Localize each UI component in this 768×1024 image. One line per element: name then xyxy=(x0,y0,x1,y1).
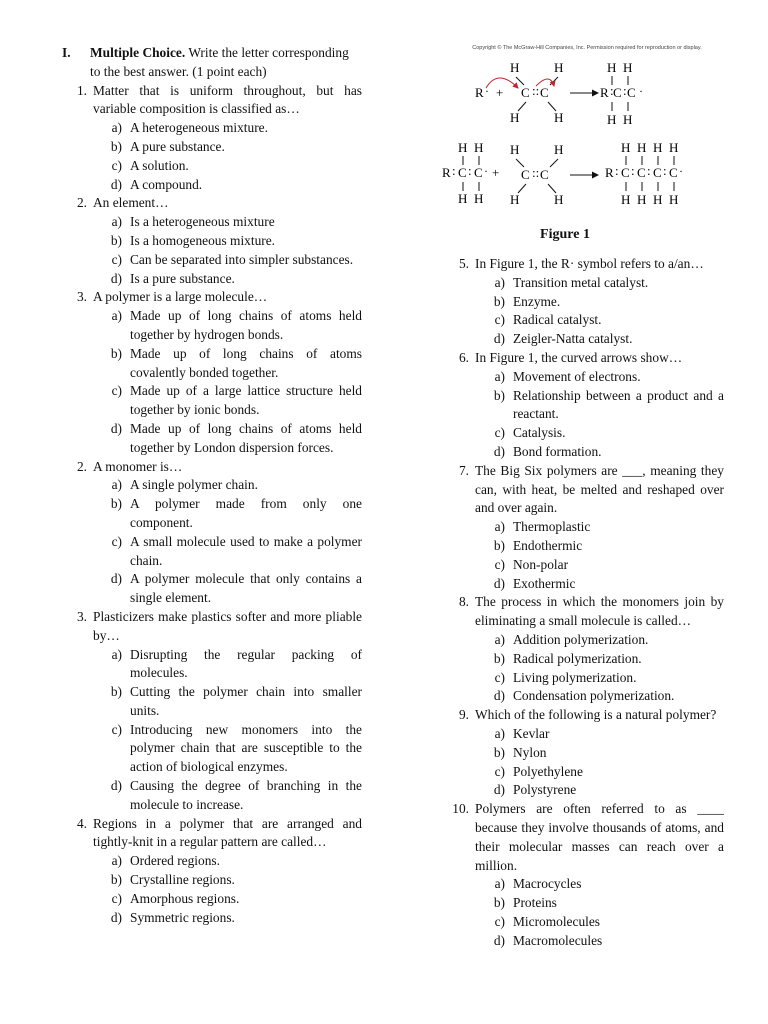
question-number: 3. xyxy=(76,289,87,305)
option-letter: d) xyxy=(493,443,505,459)
option-letter: a) xyxy=(494,876,505,892)
svg-text:R: R xyxy=(442,165,451,180)
question-number: 1. xyxy=(76,82,87,98)
answer-option xyxy=(450,744,724,763)
svg-text:H: H xyxy=(554,60,564,75)
option-letter: c) xyxy=(111,383,122,399)
svg-text:H: H xyxy=(623,60,633,75)
svg-text:H: H xyxy=(458,191,468,206)
option-text: Made up of a large lattice structure held together by ionic bonds. xyxy=(130,383,362,418)
option-text: Polyethylene xyxy=(513,763,583,779)
svg-text::: : xyxy=(610,83,614,98)
option-text: Living polymerization. xyxy=(513,669,637,685)
option-letter: c) xyxy=(494,556,505,572)
option-letter: c) xyxy=(494,763,505,779)
answer-option xyxy=(62,119,362,138)
option-text: Made up of long chains of atoms held together by London dispersion forces. xyxy=(130,420,362,455)
option-letter: a) xyxy=(494,519,505,535)
question-number: 2. xyxy=(76,195,87,211)
answer-option xyxy=(62,683,362,721)
svg-text:C: C xyxy=(521,85,530,100)
option-text: Causing the degree of branching in the molecule to increase. xyxy=(130,778,362,812)
option-letter: b) xyxy=(493,650,505,666)
option-letter: d) xyxy=(493,932,505,948)
option-letter: c) xyxy=(494,669,505,685)
answer-options xyxy=(450,518,724,593)
svg-text:R: R xyxy=(605,165,614,180)
svg-text:R: R xyxy=(475,85,484,100)
option-text: Ordered regions. xyxy=(130,853,220,869)
answer-option xyxy=(62,157,362,176)
svg-text:H: H xyxy=(669,192,679,207)
answer-option xyxy=(62,852,362,871)
question-text: A polymer is a large molecule… xyxy=(93,289,268,305)
option-letter: d) xyxy=(493,331,505,347)
answer-option xyxy=(450,443,724,462)
left-question-list xyxy=(62,82,362,928)
question-number: 9. xyxy=(458,707,469,723)
svg-text:C: C xyxy=(613,85,622,100)
option-text: Crystalline regions. xyxy=(130,872,235,888)
answer-option xyxy=(62,533,362,571)
answer-option xyxy=(62,176,362,195)
option-text: A solution. xyxy=(130,157,189,173)
question xyxy=(62,82,362,120)
section-header xyxy=(62,44,362,82)
svg-text:C: C xyxy=(521,167,530,182)
answer-option xyxy=(62,420,362,458)
svg-text:C: C xyxy=(653,165,662,180)
option-letter: a) xyxy=(111,477,122,493)
option-letter: b) xyxy=(110,872,122,888)
question xyxy=(450,349,724,368)
svg-text:H: H xyxy=(621,192,631,207)
svg-text:H: H xyxy=(510,142,520,157)
option-text: Macromolecules xyxy=(513,932,603,948)
answer-options xyxy=(450,875,724,950)
svg-text::: : xyxy=(663,163,667,178)
answer-option xyxy=(450,913,724,932)
svg-text:H: H xyxy=(554,110,564,125)
svg-text:H: H xyxy=(474,191,484,206)
svg-text:+: + xyxy=(492,165,500,180)
answer-options xyxy=(62,646,362,815)
option-letter: c) xyxy=(494,913,505,929)
answer-option xyxy=(62,270,362,289)
svg-text:H: H xyxy=(653,192,663,207)
option-text: A compound. xyxy=(130,176,203,192)
option-letter: a) xyxy=(494,368,505,384)
option-letter: a) xyxy=(111,120,122,136)
option-letter: d) xyxy=(110,270,122,286)
answer-option xyxy=(450,387,724,425)
option-text: A polymer molecule that only contains a single element. xyxy=(130,571,362,606)
svg-text:C: C xyxy=(474,165,483,180)
option-letter: d) xyxy=(493,575,505,591)
option-letter: a) xyxy=(494,274,505,290)
option-text: Is a heterogeneous mixture xyxy=(130,214,275,230)
right-question-list xyxy=(450,255,724,950)
answer-option xyxy=(62,777,362,815)
svg-text:H: H xyxy=(623,112,633,127)
answer-option xyxy=(450,763,724,782)
svg-text:C: C xyxy=(621,165,630,180)
svg-text::: : xyxy=(468,163,472,178)
question-text: Regions in a polymer that are arranged and tightly-knit in a regular pattern are called… xyxy=(93,815,362,850)
answer-option xyxy=(450,725,724,744)
svg-text:C: C xyxy=(637,165,646,180)
option-text: Endothermic xyxy=(513,537,583,553)
svg-text:H: H xyxy=(637,192,647,207)
question-number: 8. xyxy=(458,594,469,610)
option-text: Enzyme. xyxy=(513,293,561,309)
svg-text:H: H xyxy=(653,140,663,155)
question xyxy=(450,462,724,518)
question xyxy=(450,800,724,875)
option-letter: c) xyxy=(111,533,122,549)
option-text: Amorphous regions. xyxy=(130,890,240,906)
option-text: Can be separated into simpler substances. xyxy=(130,251,354,267)
answer-option xyxy=(62,345,362,383)
option-letter: b) xyxy=(110,232,122,248)
option-text: Kevlar xyxy=(513,725,550,741)
svg-text:H: H xyxy=(607,112,617,127)
option-text: Non-polar xyxy=(513,556,569,572)
question-number: 2. xyxy=(76,458,87,474)
answer-option xyxy=(62,213,362,232)
question-text: Polymers are often referred to as ____ because they involve thousands of atoms, and their molecular masses can reach over a million. xyxy=(475,801,724,873)
option-letter: b) xyxy=(493,293,505,309)
option-text: Symmetric regions. xyxy=(130,909,235,925)
answer-option xyxy=(450,687,724,706)
answer-option xyxy=(450,311,724,330)
svg-text:H: H xyxy=(510,60,520,75)
figure-caption: Figure 1 xyxy=(540,227,590,242)
answer-options xyxy=(450,368,724,462)
option-text: Proteins xyxy=(513,895,557,911)
question xyxy=(450,706,724,725)
question-number: 4. xyxy=(76,815,87,831)
answer-option xyxy=(450,368,724,387)
option-text: Thermoplastic xyxy=(513,519,591,535)
answer-option xyxy=(62,890,362,909)
svg-text:H: H xyxy=(554,192,564,207)
option-text: Made up of long chains of atoms held together by hydrogen bonds. xyxy=(130,308,362,342)
answer-options xyxy=(62,307,362,457)
svg-text:H: H xyxy=(474,140,484,155)
option-letter: d) xyxy=(493,688,505,704)
question xyxy=(62,288,362,307)
answer-option xyxy=(450,424,724,443)
option-text: A small molecule used to make a polymer chain. xyxy=(130,533,362,568)
option-letter: a) xyxy=(111,646,122,662)
answer-options xyxy=(450,631,724,706)
question-text: The Big Six polymers are ___, meaning they can, with heat, be melted and reshaped over and over again. xyxy=(475,462,724,516)
answer-option xyxy=(450,894,724,913)
option-text: Macrocycles xyxy=(513,876,582,892)
option-letter: d) xyxy=(493,782,505,798)
question-text: Matter that is uniform throughout, but has variable composition is classified as… xyxy=(93,82,362,117)
option-letter: d) xyxy=(110,571,122,587)
option-letter: b) xyxy=(110,496,122,512)
answer-option xyxy=(62,138,362,157)
svg-text:C: C xyxy=(540,167,549,182)
option-text: Addition polymerization. xyxy=(513,631,649,647)
answer-option xyxy=(62,646,362,684)
svg-text::: : xyxy=(452,163,456,178)
option-letter: c) xyxy=(111,157,122,173)
answer-option xyxy=(62,909,362,928)
option-letter: b) xyxy=(493,387,505,403)
option-text: A pure substance. xyxy=(130,138,225,154)
figure-1-reaction-diagram xyxy=(442,44,724,244)
question xyxy=(62,194,362,213)
question-text: Plasticizers make plastics softer and more pliable by… xyxy=(93,608,362,643)
question-text: The process in which the monomers join by eliminating a small molecule is called… xyxy=(475,594,724,629)
svg-text:H: H xyxy=(669,140,679,155)
svg-text:C: C xyxy=(627,85,636,100)
option-letter: c) xyxy=(111,890,122,906)
svg-text:H: H xyxy=(554,142,564,157)
question-text: In Figure 1, the curved arrows show… xyxy=(475,349,683,365)
option-text: Polystyrene xyxy=(513,782,577,798)
question-text: In Figure 1, the R· symbol refers to a/an… xyxy=(475,256,704,271)
option-letter: c) xyxy=(111,251,122,267)
answer-option xyxy=(62,382,362,420)
option-letter: d) xyxy=(110,778,122,794)
option-text: Bond formation. xyxy=(513,443,602,459)
answer-option xyxy=(62,495,362,533)
option-letter: a) xyxy=(111,853,122,869)
figure-copyright: Copyright © The McGraw-Hill Companies, Inc. Permission required for reproduction or display. xyxy=(472,45,702,51)
answer-options xyxy=(62,213,362,288)
answer-option xyxy=(450,556,724,575)
option-letter: d) xyxy=(110,420,122,436)
option-letter: a) xyxy=(111,214,122,230)
question-text: An element… xyxy=(93,195,169,211)
question-number: 6. xyxy=(458,349,469,365)
question xyxy=(62,815,362,853)
option-letter: b) xyxy=(493,895,505,911)
option-text: Disrupting the regular packing of molecules. xyxy=(130,646,362,681)
answer-option xyxy=(450,650,724,669)
answer-option xyxy=(62,721,362,777)
question-number: 3. xyxy=(76,608,87,624)
svg-text::: : xyxy=(615,163,619,178)
option-text: Condensation polymerization. xyxy=(513,688,675,704)
question-number: 10. xyxy=(452,801,469,817)
answer-option xyxy=(450,537,724,556)
answer-option xyxy=(450,875,724,894)
option-text: Zeigler-Natta catalyst. xyxy=(513,331,633,347)
answer-options xyxy=(62,476,362,608)
svg-text:C: C xyxy=(458,165,467,180)
svg-text:C: C xyxy=(540,85,549,100)
option-letter: b) xyxy=(110,138,122,154)
question xyxy=(450,255,724,274)
right-column xyxy=(450,255,724,950)
section-instructions: Write the letter corresponding to the best answer. (1 point each) xyxy=(90,45,349,79)
answer-option xyxy=(450,274,724,293)
answer-option xyxy=(62,307,362,345)
answer-option xyxy=(450,932,724,951)
option-letter: d) xyxy=(110,176,122,192)
answer-option xyxy=(450,575,724,594)
svg-text:H: H xyxy=(637,140,647,155)
question-text: A monomer is… xyxy=(93,458,183,474)
option-text: A single polymer chain. xyxy=(130,477,258,493)
option-text: Is a pure substance. xyxy=(130,270,235,286)
answer-options xyxy=(450,274,724,349)
answer-option xyxy=(450,293,724,312)
left-column xyxy=(62,44,362,927)
answer-options xyxy=(450,725,724,800)
option-letter: b) xyxy=(493,744,505,760)
option-text: Radical catalyst. xyxy=(513,312,602,328)
svg-text:H: H xyxy=(621,140,631,155)
option-text: A heterogeneous mixture. xyxy=(130,120,268,136)
svg-text:::: :: xyxy=(532,83,540,98)
svg-text:+: + xyxy=(496,85,504,100)
answer-options xyxy=(62,119,362,194)
answer-option xyxy=(62,476,362,495)
option-letter: d) xyxy=(110,909,122,925)
answer-option xyxy=(62,251,362,270)
answer-options xyxy=(62,852,362,927)
answer-option xyxy=(62,871,362,890)
svg-text:·: · xyxy=(484,164,488,178)
option-text: Introducing new monomers into the polymer chain that are susceptible to the action of biological enzymes. xyxy=(130,721,362,775)
answer-option xyxy=(62,570,362,608)
svg-text::: : xyxy=(623,83,627,98)
svg-text:·: · xyxy=(485,84,489,98)
svg-text:H: H xyxy=(458,140,468,155)
option-text: Exothermic xyxy=(513,575,576,591)
question xyxy=(62,608,362,646)
option-letter: b) xyxy=(110,345,122,361)
option-letter: a) xyxy=(494,631,505,647)
svg-text:H: H xyxy=(510,192,520,207)
option-letter: b) xyxy=(493,537,505,553)
svg-text:::: :: xyxy=(532,165,540,180)
option-text: Transition metal catalyst. xyxy=(513,274,649,290)
section-title: Multiple Choice. xyxy=(90,45,186,60)
option-letter: a) xyxy=(494,725,505,741)
option-letter: c) xyxy=(494,312,505,328)
question xyxy=(62,458,362,477)
option-text: Relationship between a product and a reactant. xyxy=(513,387,724,422)
question-number: 7. xyxy=(458,462,469,478)
svg-text::: : xyxy=(647,163,651,178)
answer-option xyxy=(450,669,724,688)
option-text: Movement of electrons. xyxy=(513,368,641,384)
answer-option xyxy=(450,631,724,650)
section-number: I. xyxy=(62,45,71,60)
question xyxy=(450,593,724,631)
option-text: Catalysis. xyxy=(513,425,566,441)
option-text: Made up of long chains of atoms covalently bonded together. xyxy=(130,345,362,380)
svg-text::: : xyxy=(631,163,635,178)
option-text: Radical polymerization. xyxy=(513,650,642,666)
svg-text:H: H xyxy=(607,60,617,75)
svg-text:C: C xyxy=(669,165,678,180)
answer-option xyxy=(450,781,724,800)
svg-text:H: H xyxy=(510,110,520,125)
option-text: Micromolecules xyxy=(513,913,601,929)
question-number: 5. xyxy=(458,256,469,271)
svg-text:R: R xyxy=(600,85,609,100)
question-text: Which of the following is a natural polymer? xyxy=(475,707,717,723)
reaction-2 xyxy=(442,140,683,207)
option-letter: b) xyxy=(110,684,122,700)
option-text: Cutting the polymer chain into smaller units. xyxy=(130,684,362,718)
option-text: Nylon xyxy=(513,744,547,760)
answer-option xyxy=(62,232,362,251)
option-text: A polymer made from only one component. xyxy=(130,496,362,530)
reaction-1 xyxy=(475,60,643,127)
answer-option xyxy=(450,518,724,537)
option-text: Is a homogeneous mixture. xyxy=(130,232,276,248)
option-letter: a) xyxy=(111,308,122,324)
answer-option xyxy=(450,330,724,349)
option-letter: c) xyxy=(494,425,505,441)
svg-text:·: · xyxy=(679,164,683,178)
svg-text:·: · xyxy=(639,84,643,98)
option-letter: c) xyxy=(111,721,122,737)
